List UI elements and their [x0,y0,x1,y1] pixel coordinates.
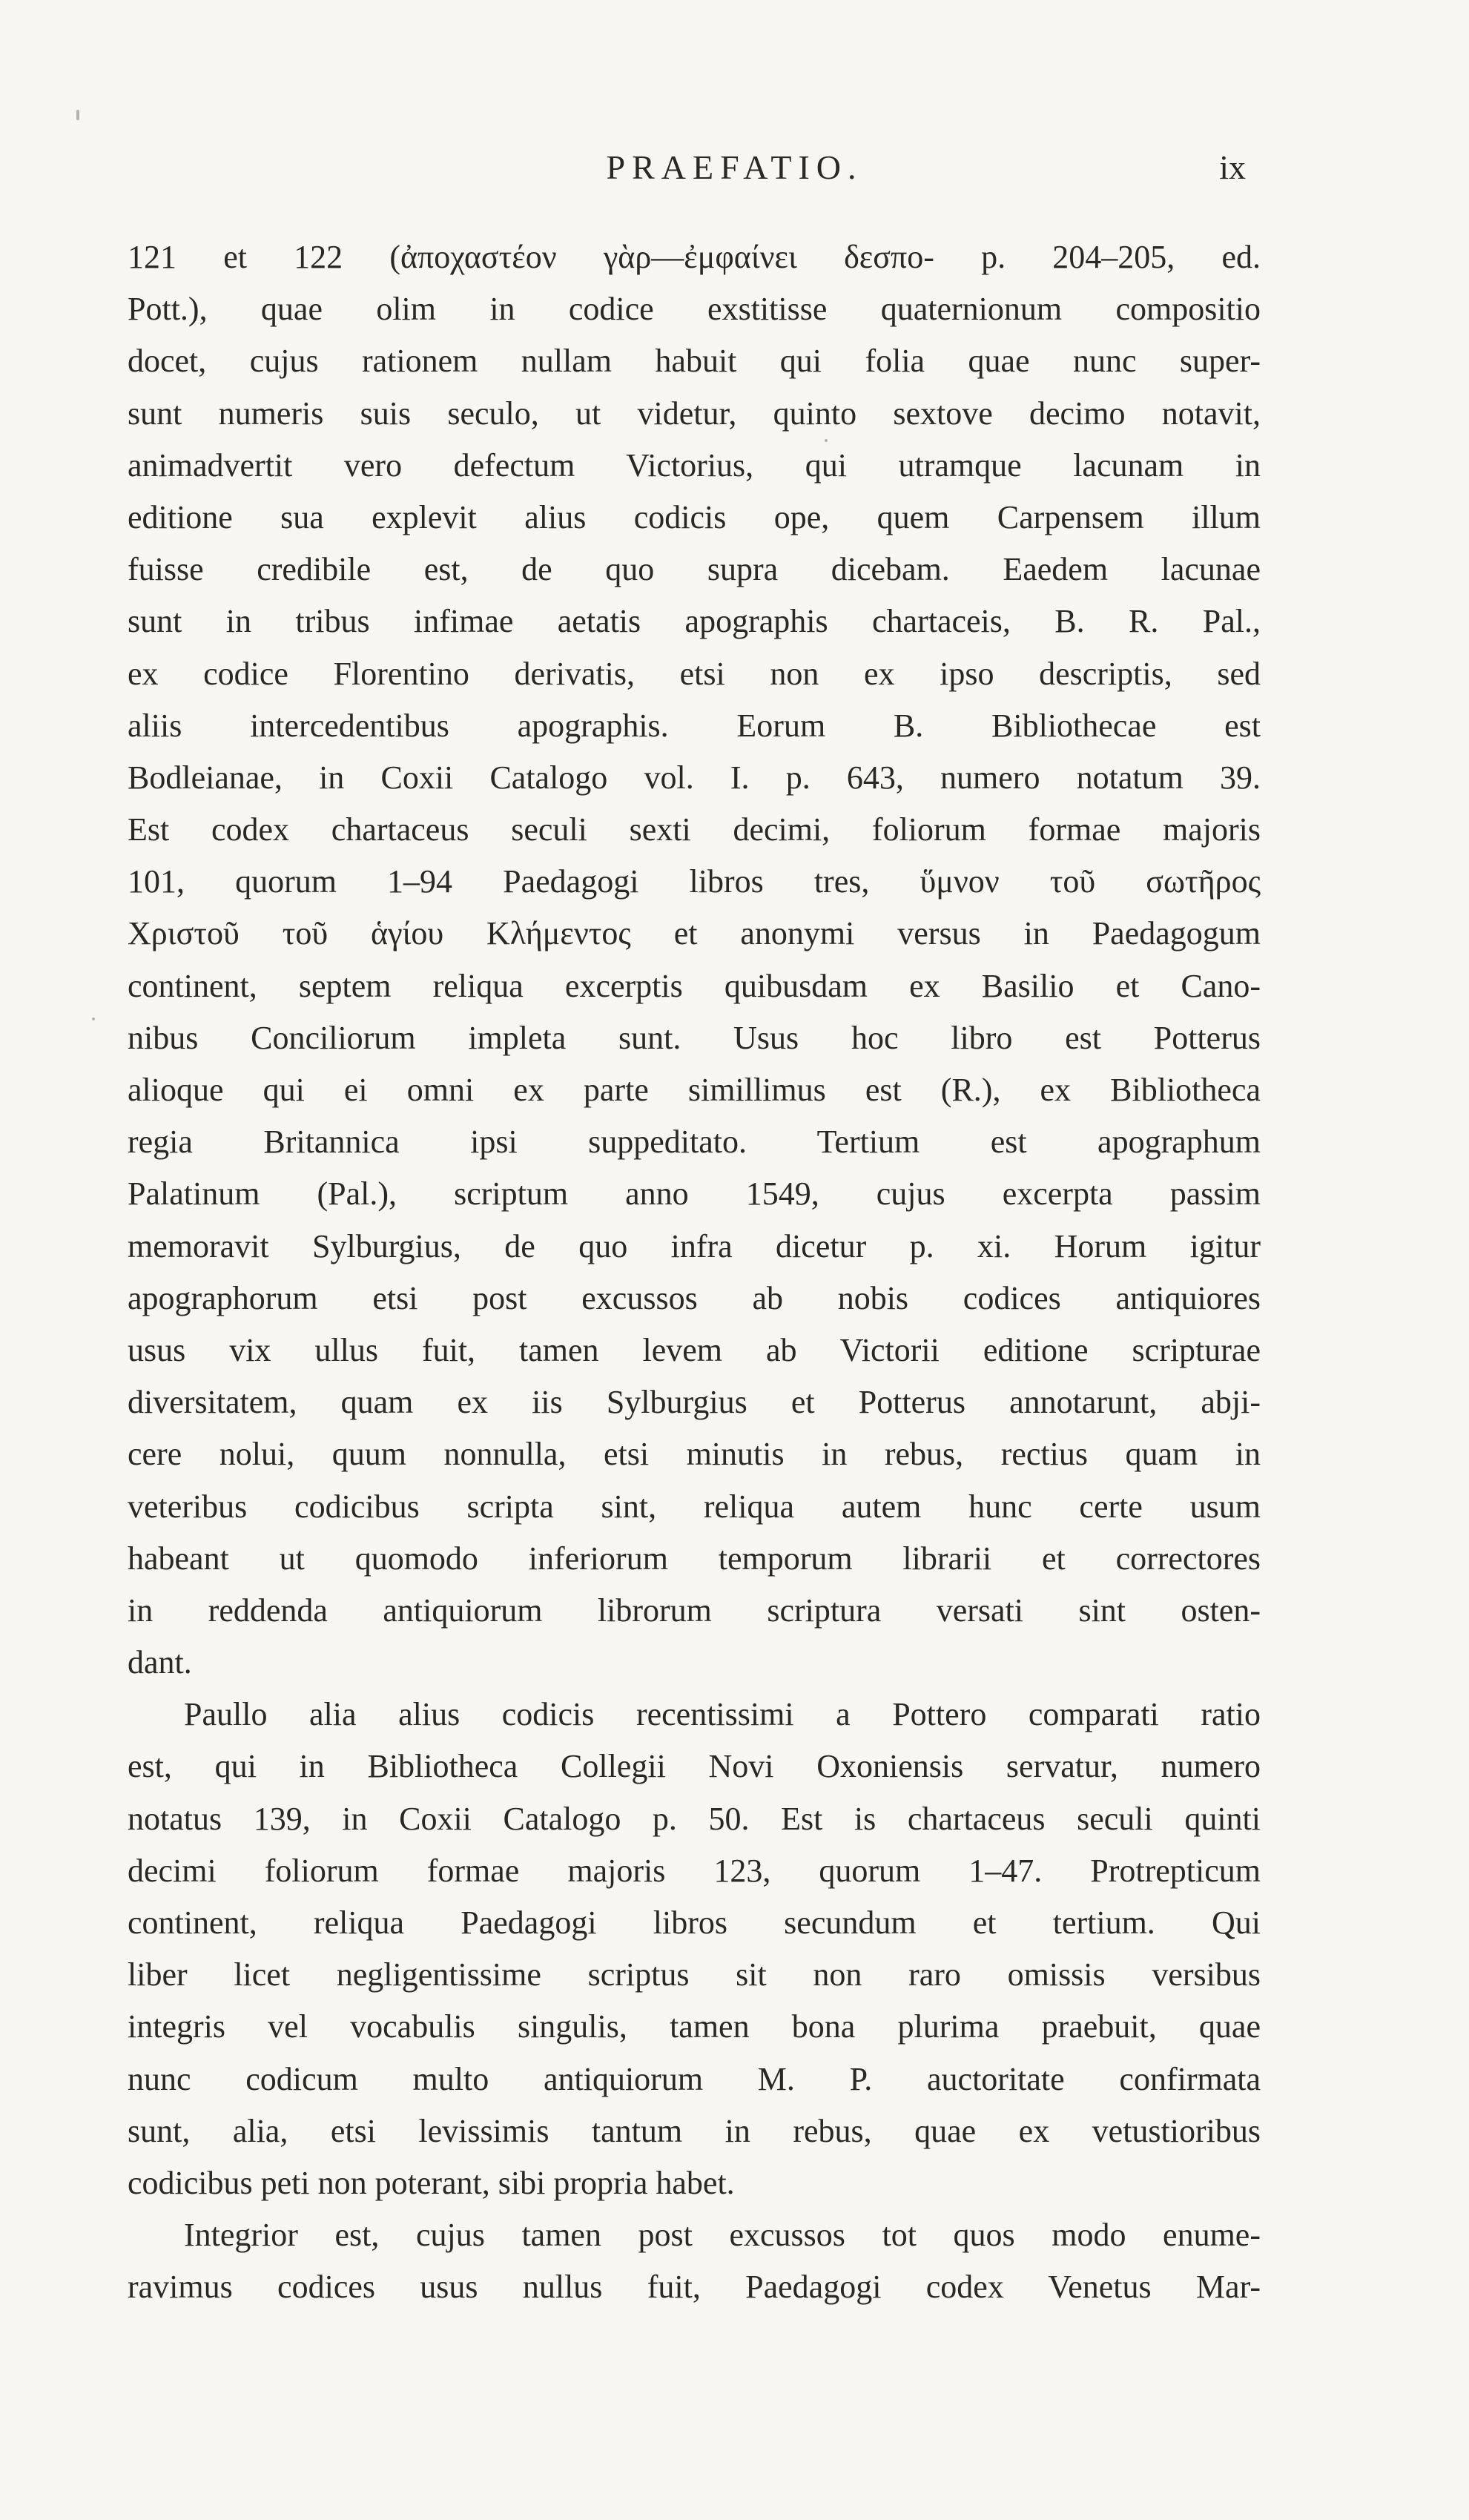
text-line: decimi foliorum formae majoris 123, quorum 1–47. Protrepticum [128,1852,1261,1889]
text-line: 101, quorum 1–94 Paedagogi libros tres, ὕμνον τοῦ σωτῆρος [128,863,1261,900]
text-line: 121 et 122 (ἀποχαστέον γὰρ—ἐμφαίνει δεσπο- p. 204–205, ed. [128,239,1261,275]
text-line: sunt in tribus infimae aetatis apographis chartaceis, B. R. Pal., [128,603,1261,640]
text-line: editione sua explevit alius codicis ope, quem Carpensem illum [128,498,1261,535]
text-line: fuisse credibile est, de quo supra dicebam. Eaedem lacunae [128,551,1261,588]
running-title: PRAEFATIO. [606,148,863,186]
running-head [0,145,1469,190]
text-line: est, qui in Bibliotheca Collegii Novi Oxoniensis servatur, numero [128,1748,1261,1785]
text-line: notatus 139, in Coxii Catalogo p. 50. Est is chartaceus seculi quinti [128,1800,1261,1837]
text-line: ex codice Florentino derivatis, etsi non ex ipso descriptis, sed [128,655,1261,692]
text-line: alioque qui ei omni ex parte simillimus est (R.), ex Bibliotheca [128,1072,1261,1108]
text-line: ravimus codices usus nullus fuit, Paedagogi codex Venetus Mar- [128,2269,1261,2306]
text-line: continent, reliqua Paedagogi libros secundum et tertium. Qui [128,1904,1261,1941]
text-line: regia Britannica ipsi suppeditato. Tertium est apographum [128,1124,1261,1161]
text-line: in reddenda antiquiorum librorum scriptura versati sint osten- [128,1592,1261,1629]
text-line: apographorum etsi post excussos ab nobis codices antiquiores [128,1279,1261,1316]
body-text [128,231,1261,2314]
text-line: integris vel vocabulis singulis, tamen bona plurima praebuit, quae [128,2008,1261,2045]
text-line: docet, cujus rationem nullam habuit qui folia quae nunc super- [128,343,1261,380]
margin-speck [76,110,79,120]
paragraph-first-line: Paullo alia alius codicis recentissimi a Pottero comparati ratio [184,1696,1261,1733]
text-line: codicibus peti non poterant, sibi propria habet. [128,2164,735,2201]
text-line: diversitatem, quam ex iis Sylburgius et Potterus annotarunt, abji- [128,1384,1261,1421]
text-line: nunc codicum multo antiquiorum M. P. auctoritate confirmata [128,2060,1261,2097]
text-line: habeant ut quomodo inferiorum temporum librarii et correctores [128,1540,1261,1577]
text-line: Est codex chartaceus seculi sexti decimi, foliorum formae majoris [128,811,1261,848]
text-line: Palatinum (Pal.), scriptum anno 1549, cujus excerpta passim [128,1175,1261,1213]
text-line: aliis intercedentibus apographis. Eorum B. Bibliothecae est [128,707,1261,744]
text-line: Χριστοῦ τοῦ ἁγίου Κλήμεντος et anonymi versus in Paedagogum [128,915,1261,952]
page-number: ix [1219,148,1246,186]
text-line: continent, septem reliqua excerptis quibusdam ex Basilio et Cano- [128,967,1261,1004]
text-line: usus vix ullus fuit, tamen levem ab Victorii editione scripturae [128,1331,1261,1368]
text-line: nibus Conciliorum impleta sunt. Usus hoc libro est Potterus [128,1019,1261,1056]
text-line: Pott.), quae olim in codice exstitisse quaternionum compositio [128,291,1261,328]
paragraph-first-line: Integrior est, cujus tamen post excussos tot quos modo enume- [184,2217,1261,2254]
text-line: Bodleianae, in Coxii Catalogo vol. I. p. 643, numero notatum 39. [128,759,1261,796]
text-line: dant. [128,1644,192,1681]
text-line: liber licet negligentissime scriptus sit non raro omissis versibus [128,1956,1261,1993]
text-line: memoravit Sylburgius, de quo infra dicetur p. xi. Horum igitur [128,1227,1261,1264]
text-line: sunt numeris suis seculo, ut videtur, quinto sextove decimo notavit, [128,395,1261,432]
text-line: cere nolui, quum nonnulla, etsi minutis in rebus, rectius quam in [128,1436,1261,1473]
margin-speck [92,1017,95,1020]
text-line: animadvertit vero defectum Victorius, qui utramque lacunam in [128,446,1261,484]
text-line: sunt, alia, etsi levissimis tantum in rebus, quae ex vetustioribus [128,2112,1261,2149]
text-line: veteribus codicibus scripta sint, reliqua autem hunc certe usum [128,1488,1261,1525]
